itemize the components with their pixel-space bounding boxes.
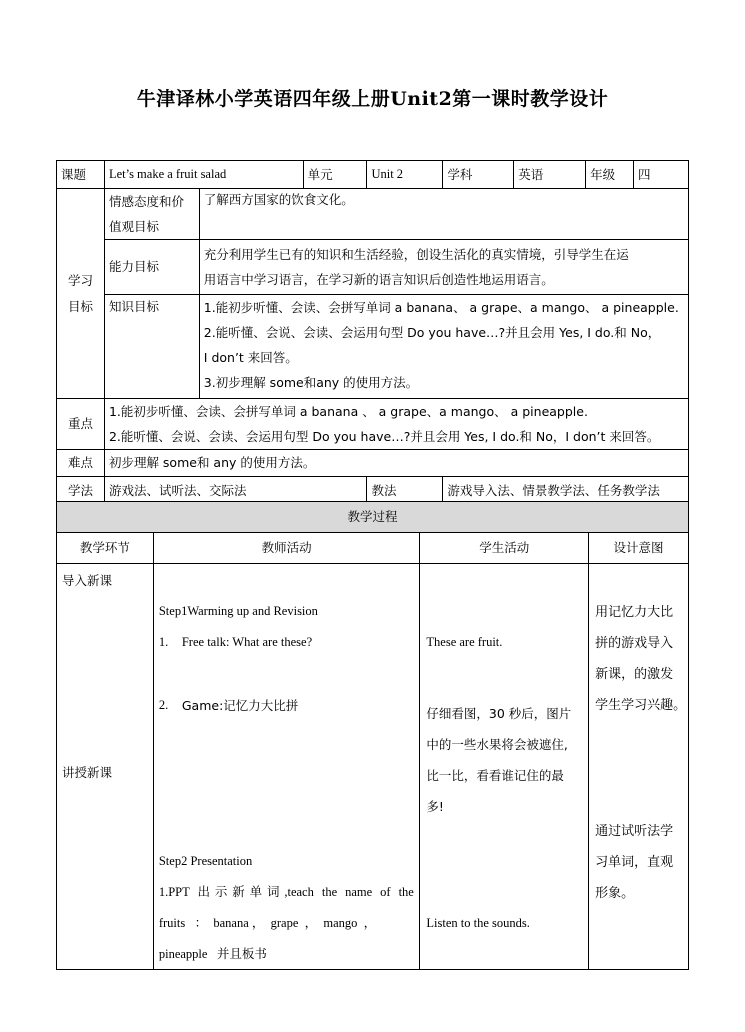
key-points-line2: 2.能听懂、会说、会读、会运用句型 Do you have…?并且会用 Yes, I do.和 No，I don’t 来回答。 <box>108 429 660 444</box>
topic-value: Let’s make a fruit salad <box>104 161 303 189</box>
ability-line2: 用语言中学习语言，在学习新的语言知识后创造性地运用语言。 <box>203 272 554 287</box>
col-teacher: 教师活动 <box>153 533 420 564</box>
difficulty-label: 难点 <box>57 450 105 477</box>
student-activity-cell <box>420 564 589 970</box>
student-2 <box>426 698 571 822</box>
unit-label: 单元 <box>303 161 367 189</box>
intent-2-line1: 通过试听法学 <box>595 824 674 839</box>
ability-line1: 充分利用学生已有的知识和生活经验，创设生活化的真实情境，引导学生在运 <box>203 247 629 262</box>
goals-label <box>57 189 105 399</box>
student-3: Listen to the sounds. <box>426 916 530 930</box>
student-2-line2: 中的一些水果将会被遮住, <box>426 737 568 752</box>
stage-intro: 导入新课 <box>62 573 113 588</box>
key-points-line1: 1.能初步听懂、会读、会拼写单词 a banana 、 a grape、a mango、 a pineapple. <box>108 404 588 419</box>
intent-1-line3: 新课，的激发 <box>595 667 674 682</box>
knowledge-line4: 3.初步理解 some和any 的使用方法。 <box>203 375 419 390</box>
knowledge-line2: 2.能听懂、会说、会读、会运用句型 Do you have…?并且会用 Yes, I do.和 No， <box>203 325 661 340</box>
teaching-process-table <box>56 501 689 970</box>
intent-2 <box>595 816 673 909</box>
step1-item1-num: 1. <box>158 635 169 649</box>
intent-2-line2: 习单词，直观 <box>595 855 674 870</box>
goals-label-line1: 学习 <box>67 272 93 288</box>
topic-label: 课题 <box>57 161 105 189</box>
step2-line1: 1.PPT 出示新单词,teach the name of the <box>158 885 414 899</box>
emotion-label-line2: 值观目标 <box>108 219 159 234</box>
grade-label: 年级 <box>586 161 634 189</box>
subject-label: 学科 <box>443 161 514 189</box>
col-intent: 设计意图 <box>589 533 689 564</box>
page-title: 牛津译林小学英语四年级上册Unit2第一课时教学设计 <box>136 88 609 110</box>
lesson-info-table <box>56 160 689 505</box>
intent-2-line3: 形象。 <box>595 886 635 901</box>
step1-item1: Free talk: What are these? <box>181 635 313 649</box>
step1-item2: Game:记忆力大比拼 <box>181 698 299 713</box>
knowledge-line1: 1.能初步听懂、会读、会拼写单词 a banana、 a grape、a mango、 a pineapple. <box>203 300 679 315</box>
intent-cell <box>589 564 689 970</box>
emotion-goal-text: 了解西方国家的饮食文化。 <box>199 189 688 240</box>
knowledge-goal-label: 知识目标 <box>104 295 199 399</box>
study-method-value: 游戏法、试听法、交际法 <box>104 477 367 505</box>
stage-new: 讲授新课 <box>62 765 113 780</box>
intent-1 <box>595 597 686 721</box>
teach-method-value: 游戏导入法、情景教学法、任务教学法 <box>443 477 689 505</box>
knowledge-line3: I don’t 来回答。 <box>203 350 298 365</box>
col-stage: 教学环节 <box>57 533 154 564</box>
difficulty-text: 初步理解 some和 any 的使用方法。 <box>104 450 688 477</box>
key-points-text <box>104 399 688 450</box>
ability-goal-label: 能力目标 <box>104 240 199 295</box>
process-header: 教学过程 <box>57 502 689 533</box>
unit-value: Unit 2 <box>367 161 443 189</box>
emotion-label-line1: 情感态度和价 <box>108 194 184 209</box>
emotion-goal-label <box>104 189 199 240</box>
step2-line2: fruits ： banana ， grape ， mango ， <box>158 916 377 930</box>
knowledge-goal-text <box>199 295 688 399</box>
teacher-activity-cell <box>153 564 420 970</box>
step1-item2-num: 2. <box>158 698 169 712</box>
student-2-line3: 比一比，看看谁记住的最 <box>426 768 564 783</box>
goals-label-line2: 目标 <box>67 298 93 314</box>
study-method-label: 学法 <box>57 477 105 505</box>
key-points-label: 重点 <box>57 399 105 450</box>
intent-1-line2: 拼的游戏导入 <box>595 636 674 651</box>
student-2-line1: 仔细看图，30 秒后，图片 <box>426 706 572 721</box>
teach-method-label: 教法 <box>367 477 443 505</box>
intent-1-line4: 学生学习兴趣。 <box>595 698 687 713</box>
student-1: These are fruit. <box>426 635 503 649</box>
step2-line3: pineapple 并且板书 <box>158 947 267 961</box>
step1-title: Step1Warming up and Revision <box>158 604 318 618</box>
student-2-line4: 多! <box>426 799 444 814</box>
ability-goal-text <box>199 240 688 295</box>
subject-value: 英语 <box>514 161 586 189</box>
intent-1-line1: 用记忆力大比 <box>595 605 674 620</box>
grade-value: 四 <box>634 161 689 189</box>
stage-cell <box>57 564 154 970</box>
col-student: 学生活动 <box>420 533 589 564</box>
step2-title: Step2 Presentation <box>158 854 253 868</box>
